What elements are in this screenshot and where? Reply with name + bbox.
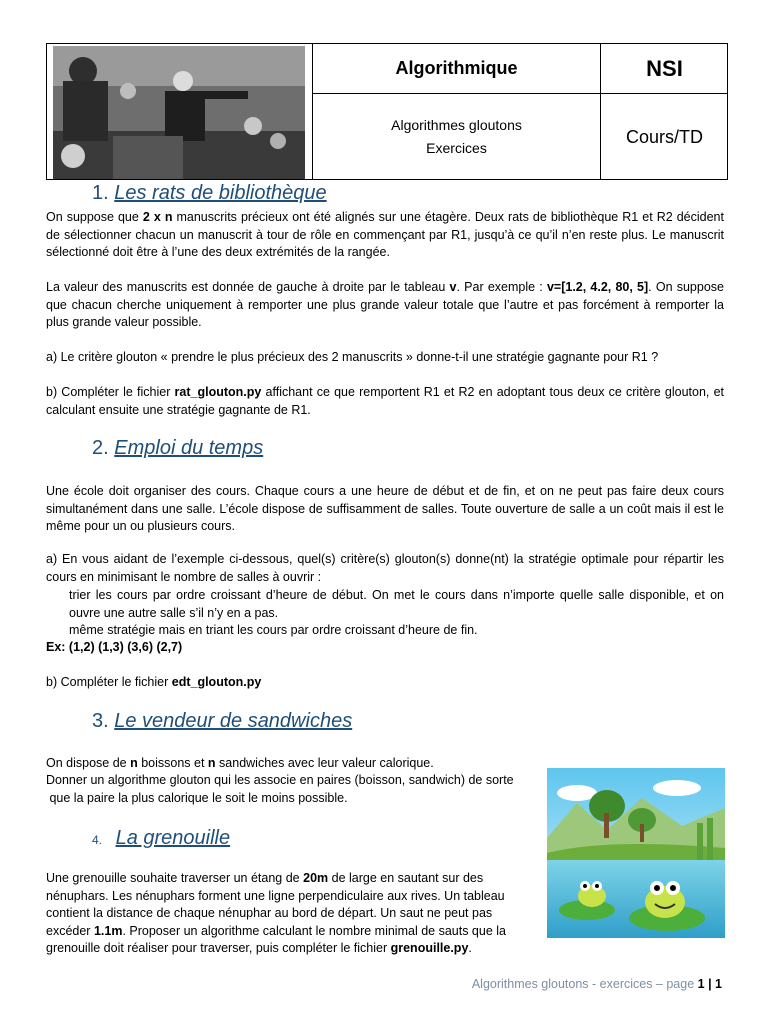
section2-question-a: a) En vous aidant de l’exemple ci-dessous, quel(s) critère(s) glouton(s) donne(nt) la stratégie optimale pour répartir les cours en minimisant le nombre de salles à ouvrir :	[46, 552, 724, 584]
section4-number: 4.	[92, 833, 103, 847]
section3-line2: Donner un algorithme glouton qui les associe en paires (boisson, sandwich) de sorte	[46, 773, 514, 787]
section4-title: La grenouille	[115, 827, 231, 849]
frog-pond-illustration	[547, 768, 725, 938]
section4-heading	[92, 827, 230, 850]
section1-question-a: a) Le critère glouton « prendre le plus précieux des 2 manuscrits » donne-t-il une stratégie gagnante pour R1 ?	[46, 350, 659, 364]
header-photo	[53, 46, 305, 179]
footer-text: Algorithmes gloutons - exercices – page	[471, 977, 698, 991]
footer-separator: |	[704, 977, 716, 991]
section3-heading	[92, 710, 352, 733]
section2-number: 2.	[92, 437, 109, 459]
doc-type: Cours/TD	[625, 126, 703, 147]
subtitle-line2: Exercices	[426, 140, 487, 156]
section3-line1: On dispose de n boissons et n sandwiches avec leur valeur calorique.	[46, 756, 434, 770]
section4-text: Une grenouille souhaite traverser un étang de 20m de large en sautant sur des nénuphars. Les nénuphars forment une ligne perpendiculaire aux rives. Un tableau contient la distance de chaque nénuphar au bord de départ. Un saut ne peut pas excéder 1.1m. Proposer un algorithme calculant le nombre minimal de sauts que la grenouille doit réaliser pour traverser, puis compléter le fichier grenouille.py.	[46, 871, 506, 955]
section2-heading	[92, 437, 263, 460]
section1-para2: La valeur des manuscrits est donnée de gauche à droite par le tableau v. Par exemple : v=[1.2, 4.2, 80, 5]. On suppose que chacun cherche uniquement à remporter une plus grande valeur totale que l’autre et pas forcément à remporter la plus grande valeur possible.	[46, 280, 724, 329]
section1-title: Les rats de bibliothèque	[114, 182, 327, 204]
section1-para1: On suppose que 2 x n manuscrits précieux ont été alignés sur une étagère. Deux rats de bibliothèque R1 et R2 décident de sélectionner chacun un manuscrit à tour de rôle en commençant par R1, jusqu’à ce qu’il n’en reste plus. Le manuscrit sélectionné doit être à l’une des deux extrémités de la rangée.	[46, 210, 724, 259]
section2-example: Ex: (1,2) (1,3) (3,6) (2,7)	[46, 640, 183, 654]
section2-title: Emploi du temps	[114, 437, 264, 459]
section1-number: 1.	[92, 182, 109, 204]
section2-para1: Une école doit organiser des cours. Chaque cours a une heure de début et de fin, et on ne peut pas faire deux cours simultanément dans une salle. L’école dispose de suffisamment de salles. Toute ouverture de salle a un coût mais il est le même pour un ou plusieurs cours.	[46, 484, 724, 533]
subtitle-line1: Algorithmes gloutons	[391, 117, 522, 133]
page-footer	[472, 977, 722, 991]
section1-question-b: b) Compléter le fichier rat_glouton.py affichant ce que remportent R1 et R2 en adoptant tous deux ce critère glouton, et calculant ensuite une stratégie gagnante de R1.	[46, 385, 724, 417]
section2-item2: même stratégie mais en triant les cours par ordre croissant d’heure de fin.	[69, 623, 478, 637]
section3-line3: que la paire la plus calorique le soit le moins possible.	[46, 791, 348, 805]
section3-title: Le vendeur de sandwiches	[114, 710, 353, 732]
header-table	[46, 43, 728, 180]
section2-question-b: b) Compléter le fichier edt_glouton.py	[46, 675, 262, 689]
subject-label: NSI	[646, 55, 683, 81]
section2-item1: trier les cours par ordre croissant d’heure de début. On met le cours dans n’importe quelle salle disponible, et on ouvre une autre salle s’il n’y en a pas.	[69, 588, 724, 620]
footer-total: 1	[715, 977, 722, 991]
footer-page: 1	[697, 977, 705, 991]
section3-number: 3.	[92, 710, 109, 732]
section1-heading	[92, 182, 327, 205]
doc-subtitle	[313, 94, 600, 180]
doc-title: Algorithmique	[395, 58, 518, 78]
